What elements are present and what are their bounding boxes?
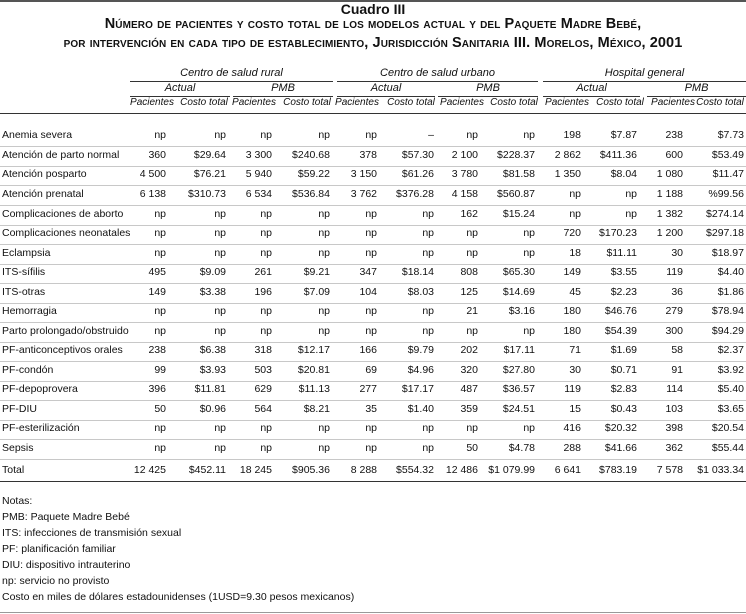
table-cell: 416 [563, 422, 581, 434]
row-divider [0, 283, 746, 284]
column-label: Pacientes [440, 97, 484, 108]
table-cell: np [214, 442, 226, 454]
table-cell: 4 158 [451, 188, 478, 200]
table-cell: $310.73 [188, 188, 226, 200]
row-divider [0, 322, 746, 323]
row-label: Complicaciones de aborto [2, 208, 124, 220]
table-cell: 162 [460, 208, 478, 220]
table-cell: $6.38 [199, 344, 226, 356]
table-cell: $9.21 [303, 266, 330, 278]
table-cell: $53.49 [711, 149, 744, 161]
table-cell: 166 [359, 344, 377, 356]
table-cell: $54.39 [604, 325, 637, 337]
row-divider [0, 166, 746, 167]
row-divider [0, 205, 746, 206]
table-cell: np [365, 208, 377, 220]
table-cell: np [260, 129, 272, 141]
column-label: Pacientes [651, 97, 695, 108]
table-cell: $228.37 [497, 149, 535, 161]
subgroup-header: Actual [164, 82, 196, 94]
row-divider [0, 303, 746, 304]
table-cell: $297.18 [706, 227, 744, 239]
table-cell: $14.69 [502, 286, 535, 298]
table-cell: 1 200 [656, 227, 683, 239]
table-cell: $3.65 [717, 403, 744, 415]
table-cell: 487 [460, 383, 478, 395]
column-label: Costo total [596, 97, 644, 108]
table-cell: $0.43 [610, 403, 637, 415]
table-cell: 3 300 [245, 149, 272, 161]
table-cell: $7.09 [303, 286, 330, 298]
table-cell: $411.36 [599, 149, 637, 161]
table-cell: 91 [671, 364, 683, 376]
table-cell: $3.38 [199, 286, 226, 298]
total-cell: $1 079.99 [488, 464, 535, 476]
table-cell: $17.11 [503, 344, 535, 356]
total-cell: $783.19 [599, 464, 637, 476]
table-cell: np [422, 247, 434, 259]
table-cell: 180 [563, 305, 581, 317]
table-cell: np [422, 227, 434, 239]
note-line: ITS: infecciones de transmisión sexual [2, 527, 182, 539]
table-cell: 2 100 [451, 149, 478, 161]
total-cell: $905.36 [292, 464, 330, 476]
table-cell: np [466, 325, 478, 337]
table-cell: 600 [665, 149, 683, 161]
column-label: Pacientes [545, 97, 589, 108]
table-cell: np [260, 247, 272, 259]
row-label: PF-depoprovera [2, 383, 78, 395]
note-line: PMB: Paquete Madre Bebé [2, 511, 130, 523]
table-cell: $170.23 [599, 227, 637, 239]
table-cell: np [523, 247, 535, 259]
column-label: Costo total [283, 97, 331, 108]
table-cell: 3 780 [451, 168, 478, 180]
column-label: Pacientes [130, 97, 174, 108]
table-cell: $24.51 [502, 403, 535, 415]
row-divider [0, 381, 746, 382]
table-number: Cuadro III [340, 1, 406, 17]
table-cell: 21 [466, 305, 478, 317]
table-cell: $376.28 [396, 188, 434, 200]
table-cell: 30 [569, 364, 581, 376]
table-cell: 119 [564, 383, 581, 395]
column-label: Costo total [696, 97, 744, 108]
table-cell: np [214, 247, 226, 259]
table-cell: np [365, 129, 377, 141]
table-cell: np [318, 442, 330, 454]
row-label: PF-DIU [2, 403, 37, 415]
subgroup-header: Actual [576, 82, 607, 94]
table-cell: 720 [563, 227, 581, 239]
table-cell: $76.21 [193, 168, 226, 180]
table-cell: $55.44 [711, 442, 744, 454]
table-cell: 6 534 [245, 188, 272, 200]
table-cell: 15 [569, 403, 581, 415]
table-cell: 362 [665, 442, 683, 454]
table-cell: 1 350 [554, 168, 581, 180]
table-cell: np [154, 247, 166, 259]
table-cell: 360 [148, 149, 166, 161]
table-cell: np [318, 422, 330, 434]
table-cell: np [318, 325, 330, 337]
table-cell: np [422, 422, 434, 434]
table-cell: $20.81 [297, 364, 330, 376]
table-cell: $18.97 [711, 247, 744, 259]
table-cell: $9.09 [199, 266, 226, 278]
table-cell: 3 150 [350, 168, 377, 180]
table-cell: 202 [460, 344, 478, 356]
table-cell: $27.80 [502, 364, 535, 376]
subgroup-header: PMB [476, 82, 500, 94]
table-cell: np [318, 247, 330, 259]
total-cell: $452.11 [188, 464, 226, 476]
table-cell: $94.29 [711, 325, 744, 337]
table-cell: $1.86 [717, 286, 744, 298]
table-cell: $78.94 [711, 305, 744, 317]
table-cell: 50 [466, 442, 478, 454]
table-cell: np [569, 188, 581, 200]
table-cell: np [466, 227, 478, 239]
table-cell: 18 [569, 247, 581, 259]
table-cell: 300 [665, 325, 683, 337]
row-label: Atención de parto normal [2, 149, 120, 161]
table-title-line-2: por intervención en cada tipo de establecimiento, Jurisdicción Sanitaria III. Morelos, México, 2001 [63, 35, 683, 51]
table-cell: np [422, 208, 434, 220]
table-cell: $9.79 [407, 344, 434, 356]
table-cell: np [154, 227, 166, 239]
table-cell: np [154, 325, 166, 337]
table-cell: np [318, 208, 330, 220]
table-cell: np [523, 422, 535, 434]
total-cell: $1 033.34 [697, 464, 744, 476]
table-cell: np [422, 325, 434, 337]
table-cell: np [523, 129, 535, 141]
table-cell: $2.83 [610, 383, 637, 395]
table-cell: $1.40 [407, 403, 434, 415]
table-cell: 5 940 [245, 168, 272, 180]
table-cell: 4 500 [139, 168, 166, 180]
table-cell: np [154, 208, 166, 220]
table-cell: 318 [254, 344, 272, 356]
table-cell: 808 [460, 266, 478, 278]
table-cell: np [260, 422, 272, 434]
row-divider [0, 439, 746, 440]
table-cell: 398 [665, 422, 683, 434]
table-cell: $8.04 [610, 168, 637, 180]
table-cell: 71 [569, 344, 581, 356]
table-cell: np [154, 422, 166, 434]
table-cell: 288 [563, 442, 581, 454]
table-cell: 238 [148, 344, 166, 356]
column-label: Costo total [180, 97, 228, 108]
table-cell: 320 [460, 364, 478, 376]
table-cell: np [625, 188, 637, 200]
column-label: Costo total [490, 97, 538, 108]
table-cell: 347 [359, 266, 377, 278]
total-cell: $554.32 [396, 464, 434, 476]
table-cell: 6 138 [139, 188, 166, 200]
row-label: PF-condón [2, 364, 54, 376]
table-cell: $15.24 [502, 208, 535, 220]
note-line: DIU: dispositivo intrauterino [2, 559, 131, 571]
table-cell: np [260, 325, 272, 337]
table-cell: 3 762 [350, 188, 377, 200]
table-cell: $3.16 [508, 305, 535, 317]
table-cell: 2 862 [554, 149, 581, 161]
table-cell: 149 [148, 286, 166, 298]
total-cell: 8 288 [350, 464, 377, 476]
table-cell: 1 188 [656, 188, 683, 200]
table-cell: np [154, 129, 166, 141]
table-cell: $4.40 [717, 266, 744, 278]
row-label: PF-anticonceptivos orales [2, 344, 123, 356]
table-cell: 45 [569, 286, 581, 298]
table-cell: $20.54 [711, 422, 744, 434]
table-cell: np [154, 305, 166, 317]
table-cell: $536.84 [292, 188, 330, 200]
table-cell: 1 382 [656, 208, 683, 220]
total-separator [0, 481, 746, 482]
table-cell: 196 [254, 286, 272, 298]
table-cell: np [214, 129, 226, 141]
table-cell: 495 [148, 266, 166, 278]
table-cell: np [214, 422, 226, 434]
row-label: ITS-sífilis [2, 266, 46, 278]
group-header: Hospital general [604, 67, 685, 79]
row-label: Eclampsia [2, 247, 51, 259]
table-cell: 359 [460, 403, 478, 415]
table-cell: 36 [671, 286, 683, 298]
table-cell: 279 [665, 305, 683, 317]
table-cell: $46.76 [604, 305, 637, 317]
subgroup-header: PMB [684, 82, 709, 94]
table-cell: np [365, 422, 377, 434]
column-label: Pacientes [335, 97, 379, 108]
table-cell: $4.78 [508, 442, 535, 454]
table-cell: 119 [666, 266, 683, 278]
table-cell: np [260, 305, 272, 317]
table-cell: $12.17 [297, 344, 330, 356]
table-cell: np [365, 325, 377, 337]
table-cell: $240.68 [292, 149, 330, 161]
table-cell: 198 [563, 129, 581, 141]
total-cell: 6 641 [554, 464, 581, 476]
total-cell: 7 578 [656, 464, 683, 476]
row-divider [0, 264, 746, 265]
row-divider [0, 185, 746, 186]
table-cell: np [260, 227, 272, 239]
table-cell: np [466, 422, 478, 434]
row-label: Sepsis [2, 442, 34, 454]
table-cell: $560.87 [497, 188, 535, 200]
table-cell: 149 [563, 266, 581, 278]
table-cell: $0.96 [199, 403, 226, 415]
table-cell: $18.14 [401, 266, 434, 278]
column-label: Pacientes [232, 97, 276, 108]
row-label: Atención prenatal [2, 188, 84, 200]
table-cell: np [569, 208, 581, 220]
column-label: Costo total [387, 97, 435, 108]
note-line: Costo en miles de dólares estadounidenses (1USD=9.30 pesos mexicanos) [2, 591, 355, 603]
table-cell: $4.96 [407, 364, 434, 376]
table-cell: np [466, 247, 478, 259]
notes-heading: Notas: [2, 495, 33, 507]
table-cell: 277 [359, 383, 377, 395]
table-cell: np [260, 208, 272, 220]
row-divider [0, 361, 746, 362]
table-cell: np [523, 227, 535, 239]
table-cell: $274.14 [706, 208, 744, 220]
table-cell: $61.26 [401, 168, 434, 180]
row-label: ITS-otras [2, 286, 46, 298]
row-divider [0, 244, 746, 245]
table-cell: $2.37 [717, 344, 744, 356]
row-label: Atención posparto [2, 168, 87, 180]
table-cell: 30 [671, 247, 683, 259]
table-cell: np [318, 305, 330, 317]
table-cell: $65.30 [502, 266, 535, 278]
table-cell: $3.93 [199, 364, 226, 376]
subgroup-header: Actual [370, 82, 402, 94]
table-cell: $36.57 [502, 383, 535, 395]
row-label: Parto prolongado/obstruido [2, 325, 129, 337]
table-cell: $81.58 [502, 168, 535, 180]
table-cell: $3.92 [717, 364, 744, 376]
table-cell: $8.03 [407, 286, 434, 298]
table-cell: $0.71 [610, 364, 637, 376]
table-cell: np [318, 129, 330, 141]
table-cell: $17.17 [401, 383, 434, 395]
table-cell: np [365, 247, 377, 259]
table-cell: np [214, 227, 226, 239]
row-divider [0, 225, 746, 226]
total-cell: 12 486 [445, 464, 478, 476]
table-cell: $7.87 [610, 129, 637, 141]
table-cell: 125 [460, 286, 478, 298]
table-cell: 503 [254, 364, 272, 376]
table-cell: np [260, 442, 272, 454]
row-label: Complicaciones neonatales [2, 227, 131, 239]
subgroup-header: PMB [271, 82, 295, 94]
table-cell: $1.69 [610, 344, 637, 356]
total-cell: 12 425 [133, 464, 166, 476]
table-cell: $7.73 [717, 129, 744, 141]
table-cell: np [318, 227, 330, 239]
row-label: Anemia severa [2, 129, 73, 141]
row-divider [0, 459, 746, 460]
table-cell: np [365, 442, 377, 454]
row-divider [0, 342, 746, 343]
bottom-rule [0, 612, 746, 613]
table-cell: $59.22 [297, 168, 330, 180]
table-cell: 35 [365, 403, 377, 415]
table-cell: 238 [665, 129, 683, 141]
table-cell: np [214, 305, 226, 317]
table-cell: 261 [254, 266, 272, 278]
table-cell: np [154, 442, 166, 454]
table-cell: $11.81 [194, 383, 226, 395]
table-cell: $2.23 [610, 286, 637, 298]
table-cell: $5.40 [717, 383, 744, 395]
table-cell: np [625, 208, 637, 220]
table-cell: np [523, 325, 535, 337]
table-title-line-1: Número de pacientes y costo total de los modelos actual y del Paquete Madre Bebé, [104, 16, 642, 32]
total-label: Total [2, 464, 25, 476]
group-header: Centro de salud rural [180, 67, 283, 79]
table-cell: 564 [254, 403, 272, 415]
table-cell: $11.13 [298, 383, 330, 395]
row-divider [0, 420, 746, 421]
table-cell: 396 [148, 383, 166, 395]
total-cell: 18 245 [239, 464, 272, 476]
group-header: Centro de salud urbano [380, 67, 495, 79]
table-cell: $41.66 [604, 442, 637, 454]
table-cell: np [365, 227, 377, 239]
row-divider [0, 146, 746, 147]
table-cell: 104 [359, 286, 377, 298]
table-cell: $8.21 [303, 403, 330, 415]
table-cell: $11.47 [712, 168, 744, 180]
table-cell: np [365, 305, 377, 317]
row-label: PF-esterilización [2, 422, 80, 434]
table-cell: np [214, 208, 226, 220]
table-cell: $3.55 [610, 266, 637, 278]
table-cell: 378 [359, 149, 377, 161]
table-cell: 69 [365, 364, 377, 376]
table-cell: $11.11 [606, 247, 637, 259]
table-cell: $29.64 [193, 149, 226, 161]
table-cell: np [466, 129, 478, 141]
table-cell: 1 080 [656, 168, 683, 180]
table-cell: np [214, 325, 226, 337]
table-cell: 58 [671, 344, 683, 356]
note-line: np: servicio no provisto [2, 575, 110, 587]
table-cell: 50 [154, 403, 166, 415]
table-cell: 180 [563, 325, 581, 337]
row-label: Hemorragia [2, 305, 57, 317]
table-cell: $57.30 [401, 149, 434, 161]
table-cell: 629 [254, 383, 272, 395]
table-cell: – [428, 129, 434, 141]
table-cell: $20.32 [604, 422, 637, 434]
table-cell: np [422, 305, 434, 317]
table-cell: %99.56 [708, 188, 744, 200]
table-cell: 99 [154, 364, 166, 376]
row-divider [0, 400, 746, 401]
table-cell: np [422, 442, 434, 454]
note-line: PF: planificación familiar [2, 543, 116, 555]
table-cell: 103 [665, 403, 683, 415]
header-separator [0, 113, 746, 114]
table-cell: 114 [666, 383, 683, 395]
